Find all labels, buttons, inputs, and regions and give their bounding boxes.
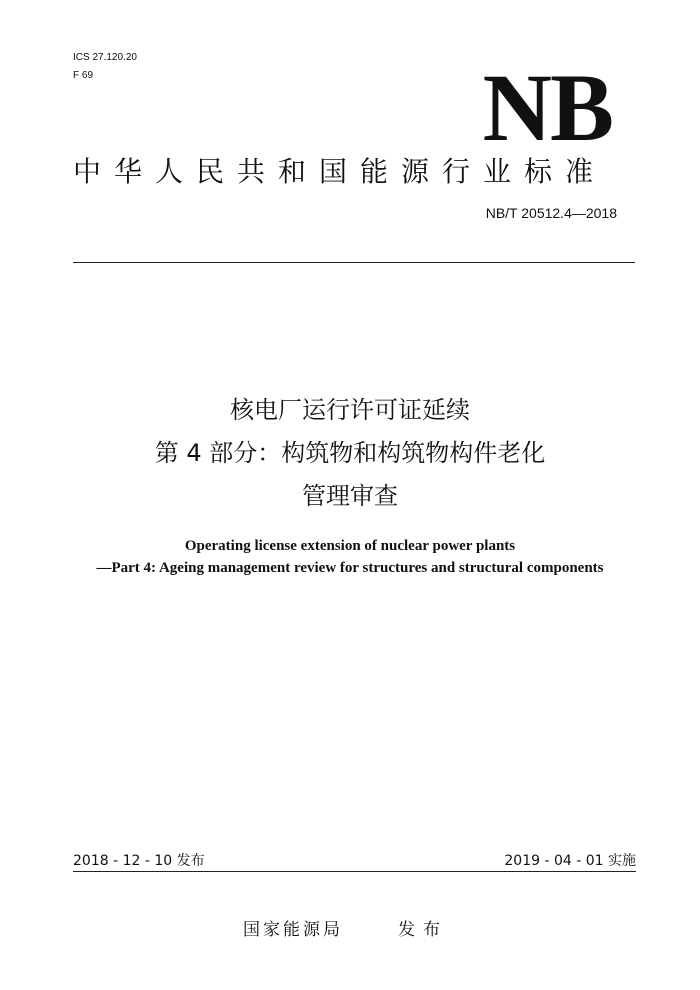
- chinese-title-line-2: 第 4 部分：构筑物和构筑物构件老化: [154, 439, 546, 467]
- implementation-date: 2019 - 04 - 01 实施: [504, 853, 636, 869]
- issuing-verb: 发布: [398, 920, 448, 940]
- standard-category-title: 中华人民共和国能源行业标准: [73, 155, 607, 188]
- english-title-line-1: Operating license extension of nuclear power plants: [184, 538, 516, 554]
- issue-date: 2018 - 12 - 10 发布: [73, 853, 205, 869]
- ccs-code: F 69: [73, 70, 94, 81]
- standard-number: NB/T 20512.4—2018: [485, 205, 617, 221]
- footer-divider: [73, 871, 636, 872]
- ics-code: ICS 27.120.20: [73, 52, 137, 63]
- chinese-title-line-3: 管理审查: [302, 482, 398, 510]
- chinese-title-line-1: 核电厂运行许可证延续: [230, 396, 470, 424]
- nb-logo: NB: [482, 54, 612, 161]
- english-title-line-2: —Part 4: Ageing management review for structures and structural components: [96, 560, 604, 576]
- header-divider: [73, 262, 635, 263]
- issuing-authority: 国家能源局: [243, 920, 343, 940]
